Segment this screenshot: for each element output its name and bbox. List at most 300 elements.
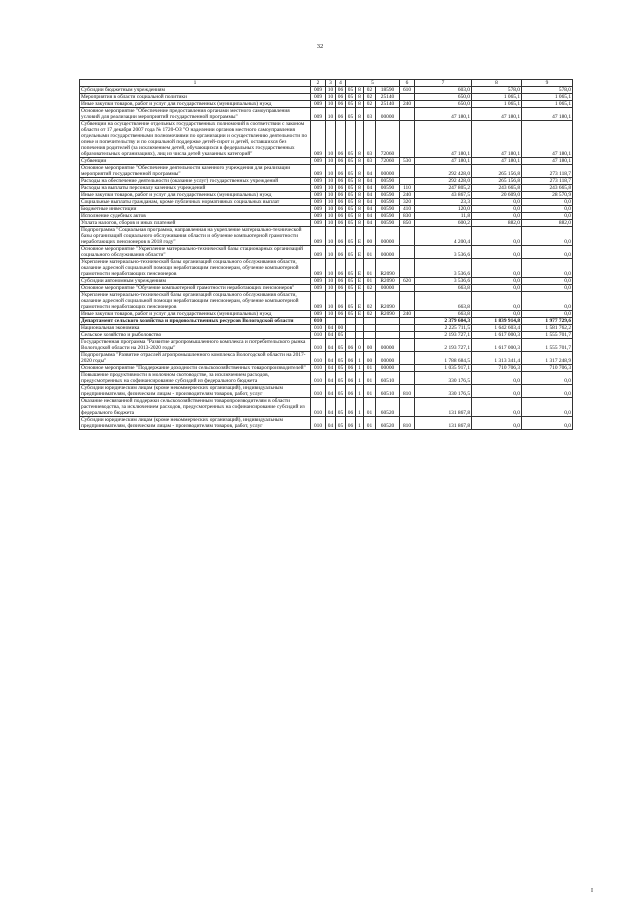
cell-name: Основное мероприятие "Обеспечение деятельности казенного учреждения для реализации мероприятий государственной программы" bbox=[80, 165, 311, 178]
cell-c3: 10 bbox=[326, 108, 336, 121]
cell-v8: 47 180,1 bbox=[472, 121, 522, 158]
cell-c2: 009 bbox=[311, 278, 326, 285]
cell-v8: 0,0 bbox=[472, 385, 522, 398]
cell-v7: 663,8 bbox=[415, 311, 472, 318]
cell-v8: 0,0 bbox=[472, 278, 522, 285]
cell-v7: 292 428,0 bbox=[415, 178, 472, 185]
cell-v8: 0,0 bbox=[472, 246, 522, 259]
cell-c5d: 00000 bbox=[376, 227, 400, 246]
cell-v7: 131 867,8 bbox=[415, 417, 472, 430]
cell-c5a: 05 bbox=[346, 185, 356, 192]
cell-c5c: 01 bbox=[364, 278, 376, 285]
cell-c5a: 05 bbox=[346, 206, 356, 213]
cell-v7: 47 180,1 bbox=[415, 108, 472, 121]
cell-c4: 00 bbox=[336, 325, 346, 332]
cell-name: Департамент сельского хозяйства и продовольственных ресурсов Вологодской области bbox=[80, 318, 311, 325]
cell-c3: 10 bbox=[326, 206, 336, 213]
cell-c2: 009 bbox=[311, 101, 326, 108]
cell-c3: 04 bbox=[326, 417, 336, 430]
cell-c5c: 04 bbox=[364, 220, 376, 227]
cell-c2: 010 bbox=[311, 365, 326, 372]
cell-c5a: 05 bbox=[346, 285, 356, 292]
cell-c4: 06 bbox=[336, 87, 346, 94]
cell-c5c: 01 bbox=[364, 365, 376, 372]
table-row bbox=[80, 87, 573, 94]
cell-c2: 010 bbox=[311, 372, 326, 385]
cell-c4: 05 bbox=[336, 398, 346, 417]
cell-c4: 05 bbox=[336, 352, 346, 365]
cell-v7: 650,0 bbox=[415, 94, 472, 101]
table-row bbox=[80, 220, 573, 227]
cell-c5b: 1 bbox=[356, 352, 364, 365]
cell-v7: 663,8 bbox=[415, 285, 472, 292]
cell-v7: 47 180,1 bbox=[415, 158, 472, 165]
cell-v9: 1 555 701,7 bbox=[522, 339, 573, 352]
cell-c5d: R2090 bbox=[376, 311, 400, 318]
cell-v9: 273 118,7 bbox=[522, 165, 573, 178]
cell-c4: 06 bbox=[336, 292, 346, 311]
cell-c5d: 25140 bbox=[376, 94, 400, 101]
cell-c2: 009 bbox=[311, 87, 326, 94]
cell-c5d: 00000 bbox=[376, 108, 400, 121]
cell-c5d: R2090 bbox=[376, 278, 400, 285]
cell-c3: 10 bbox=[326, 101, 336, 108]
cell-c5b: 8 bbox=[356, 199, 364, 206]
cell-c5c: 02 bbox=[364, 292, 376, 311]
cell-v7: 663,8 bbox=[415, 292, 472, 311]
cell-v7: 3 536,6 bbox=[415, 278, 472, 285]
cell-c2: 009 bbox=[311, 246, 326, 259]
header-row bbox=[80, 80, 573, 87]
table-row bbox=[80, 165, 573, 178]
cell-c3: 10 bbox=[326, 178, 336, 185]
cell-c4: 05 bbox=[336, 372, 346, 385]
cell-c5a bbox=[346, 325, 356, 332]
cell-c5b: 8 bbox=[356, 178, 364, 185]
cell-c5a: 06 bbox=[346, 398, 356, 417]
table-row bbox=[80, 206, 573, 213]
cell-v9: 1 065,1 bbox=[522, 101, 573, 108]
cell-c6 bbox=[400, 165, 415, 178]
cell-c2: 010 bbox=[311, 352, 326, 365]
cell-v9: 1 317 248,9 bbox=[522, 352, 573, 365]
cell-c6: 530 bbox=[400, 158, 415, 165]
cell-c5d bbox=[376, 318, 400, 325]
corner-mark: I bbox=[591, 888, 593, 894]
cell-c2: 010 bbox=[311, 398, 326, 417]
cell-v9: 0,0 bbox=[522, 385, 573, 398]
cell-v9: 882,0 bbox=[522, 220, 573, 227]
cell-c5c bbox=[364, 332, 376, 339]
cell-c5b: 8 bbox=[356, 87, 364, 94]
cell-name: Повышение продуктивности в молочном скотоводстве, за исключением расходов, предусмотренных на софинансирование субсидий из федерального бюджета bbox=[80, 372, 311, 385]
cell-name: Основное мероприятие "Укрепление материально-технической базы стационарных организаций социального обслуживания области" bbox=[80, 246, 311, 259]
table-row bbox=[80, 325, 573, 332]
cell-c5a: 05 bbox=[346, 220, 356, 227]
cell-c5d: 18590 bbox=[376, 87, 400, 94]
cell-c3: 10 bbox=[326, 220, 336, 227]
cell-name: Субвенции bbox=[80, 158, 311, 165]
cell-c2: 009 bbox=[311, 227, 326, 246]
cell-name: Иные закупки товаров, работ и услуг для государственных (муниципальных) нужд bbox=[80, 311, 311, 318]
cell-c2: 009 bbox=[311, 285, 326, 292]
cell-c2: 009 bbox=[311, 311, 326, 318]
cell-name: Укрепление материально-технической базы организаций социального обслуживания области, оказание адресной социальной помощи неработающим пенсионерам, обучение компьютерной грамотности неработающих пенсионеров bbox=[80, 259, 311, 278]
cell-v8: 1 313 341,4 bbox=[472, 352, 522, 365]
cell-c3: 10 bbox=[326, 185, 336, 192]
cell-c5a: 05 bbox=[346, 87, 356, 94]
table-row bbox=[80, 372, 573, 385]
cell-c4: 06 bbox=[336, 192, 346, 199]
header-cell: 7 bbox=[415, 80, 472, 87]
table-row bbox=[80, 365, 573, 372]
cell-v9: 243 665,8 bbox=[522, 185, 573, 192]
cell-v8: 0,0 bbox=[472, 398, 522, 417]
cell-c5d: 00000 bbox=[376, 352, 400, 365]
cell-v7: 47 180,1 bbox=[415, 121, 472, 158]
cell-c2: 009 bbox=[311, 121, 326, 158]
cell-c4: 06 bbox=[336, 278, 346, 285]
cell-c5a: 06 bbox=[346, 385, 356, 398]
cell-name: Оказание несвязанной поддержки сельскохозяйственным товаропроизводителям в области растениеводства, за исключением расходов, предусмотренных на софинансирование субсидий из федерального бюджета bbox=[80, 398, 311, 417]
cell-c5d: 72060 bbox=[376, 158, 400, 165]
cell-c5d: 00590 bbox=[376, 206, 400, 213]
cell-c4: 05 bbox=[336, 417, 346, 430]
cell-c4: 06 bbox=[336, 101, 346, 108]
cell-c5a: 05 bbox=[346, 311, 356, 318]
cell-c5b bbox=[356, 318, 364, 325]
cell-c5b: E bbox=[356, 246, 364, 259]
cell-c5b: 1 bbox=[356, 385, 364, 398]
cell-c3: 10 bbox=[326, 94, 336, 101]
cell-c5d bbox=[376, 325, 400, 332]
cell-c4: 06 bbox=[336, 178, 346, 185]
cell-c6: 810 bbox=[400, 417, 415, 430]
cell-c6 bbox=[400, 121, 415, 158]
cell-v9: 1 581 762,2 bbox=[522, 325, 573, 332]
cell-c6: 240 bbox=[400, 311, 415, 318]
cell-name: Субсидии автономным учреждениям bbox=[80, 278, 311, 285]
cell-c3: 10 bbox=[326, 311, 336, 318]
cell-name: Основное мероприятие "Обеспечение предоставления органами местного самоуправления условий для реализации мероприятий государственной программы" bbox=[80, 108, 311, 121]
cell-c3: 04 bbox=[326, 325, 336, 332]
header-cell: 6 bbox=[400, 80, 415, 87]
cell-c5a: 05 bbox=[346, 227, 356, 246]
cell-c6: 240 bbox=[400, 101, 415, 108]
cell-c5a: 05 bbox=[346, 94, 356, 101]
cell-c5b: 8 bbox=[356, 108, 364, 121]
cell-c5c: 02 bbox=[364, 311, 376, 318]
cell-v8: 0,0 bbox=[472, 285, 522, 292]
cell-c6 bbox=[400, 285, 415, 292]
cell-c5d: 00000 bbox=[376, 285, 400, 292]
cell-v8: 1 065,1 bbox=[472, 101, 522, 108]
cell-v7: 3 536,6 bbox=[415, 246, 472, 259]
cell-v7: 247 805,2 bbox=[415, 185, 472, 192]
cell-v9: 0,0 bbox=[522, 311, 573, 318]
cell-c5c: 02 bbox=[364, 101, 376, 108]
cell-v9: 0,0 bbox=[522, 372, 573, 385]
cell-c6 bbox=[400, 332, 415, 339]
cell-c4 bbox=[336, 318, 346, 325]
cell-c3: 10 bbox=[326, 165, 336, 178]
cell-c5a bbox=[346, 332, 356, 339]
cell-v7: 3 536,6 bbox=[415, 259, 472, 278]
cell-c6: 810 bbox=[400, 385, 415, 398]
cell-c5a: 05 bbox=[346, 178, 356, 185]
cell-v9: 47 180,1 bbox=[522, 158, 573, 165]
cell-c3: 10 bbox=[326, 285, 336, 292]
cell-c2: 009 bbox=[311, 206, 326, 213]
cell-v7: 292 428,0 bbox=[415, 165, 472, 178]
cell-c5c bbox=[364, 318, 376, 325]
cell-v8: 578,0 bbox=[472, 87, 522, 94]
cell-c5d: 00000 bbox=[376, 165, 400, 178]
cell-c5c: 04 bbox=[364, 178, 376, 185]
table-row bbox=[80, 332, 573, 339]
cell-c3: 10 bbox=[326, 158, 336, 165]
cell-c5d: 00000 bbox=[376, 339, 400, 352]
table-row bbox=[80, 213, 573, 220]
cell-name: Бюджетные инвестиции bbox=[80, 206, 311, 213]
cell-c5a: 05 bbox=[346, 192, 356, 199]
cell-c2: 009 bbox=[311, 185, 326, 192]
cell-c2: 009 bbox=[311, 108, 326, 121]
cell-v7: 131 867,8 bbox=[415, 398, 472, 417]
cell-c5a: 05 bbox=[346, 121, 356, 158]
cell-c6: 850 bbox=[400, 220, 415, 227]
cell-c5b: 0 bbox=[356, 339, 364, 352]
cell-c3: 04 bbox=[326, 339, 336, 352]
cell-c6 bbox=[400, 108, 415, 121]
header-cell: 4 bbox=[336, 80, 346, 87]
cell-c6: 110 bbox=[400, 185, 415, 192]
cell-c5d: 00590 bbox=[376, 185, 400, 192]
table-row bbox=[80, 199, 573, 206]
cell-v8: 0,0 bbox=[472, 213, 522, 220]
cell-v7: 4 200,4 bbox=[415, 227, 472, 246]
cell-v7: 2 225 711,5 bbox=[415, 325, 472, 332]
cell-c3: 10 bbox=[326, 278, 336, 285]
cell-v8: 0,0 bbox=[472, 417, 522, 430]
cell-c5a: 06 bbox=[346, 339, 356, 352]
cell-c6: 830 bbox=[400, 213, 415, 220]
cell-c5b: 8 bbox=[356, 94, 364, 101]
table-row bbox=[80, 352, 573, 365]
cell-v8: 20 609,0 bbox=[472, 192, 522, 199]
table-row bbox=[80, 94, 573, 101]
cell-c5a: 05 bbox=[346, 259, 356, 278]
cell-c3: 10 bbox=[326, 121, 336, 158]
cell-name: Субсидии юридическим лицам (кроме некоммерческих организаций), индивидуальным предпринимателям, физическим лицам - производителям товаров, работ, услуг bbox=[80, 385, 311, 398]
cell-c5c: 01 bbox=[364, 259, 376, 278]
cell-v7: 11,8 bbox=[415, 213, 472, 220]
cell-v8: 0,0 bbox=[472, 206, 522, 213]
cell-name: Исполнение судебных актов bbox=[80, 213, 311, 220]
cell-v8: 265 156,8 bbox=[472, 165, 522, 178]
cell-c5d: R2090 bbox=[376, 259, 400, 278]
cell-c5d: 00590 bbox=[376, 220, 400, 227]
cell-c4: 06 bbox=[336, 227, 346, 246]
cell-c3: 10 bbox=[326, 213, 336, 220]
cell-name: Иные закупки товаров, работ и услуг для государственных (муниципальных) нужд bbox=[80, 192, 311, 199]
cell-c5a: 06 bbox=[346, 417, 356, 430]
cell-c5c: 01 bbox=[364, 417, 376, 430]
cell-c5b: 8 bbox=[356, 121, 364, 158]
cell-c5a: 05 bbox=[346, 246, 356, 259]
cell-c4: 06 bbox=[336, 121, 346, 158]
cell-name: Государственная программа "Развитие агропромышленного комплекса и потребительского рынка Вологодской области на 2013-2020 годы" bbox=[80, 339, 311, 352]
cell-name: Уплата налогов, сборов и иных платежей bbox=[80, 220, 311, 227]
budget-table bbox=[79, 79, 573, 430]
cell-c5c: 01 bbox=[364, 246, 376, 259]
cell-v8: 265 156,8 bbox=[472, 178, 522, 185]
cell-v9: 273 118,7 bbox=[522, 178, 573, 185]
cell-c5d: R2090 bbox=[376, 292, 400, 311]
cell-v7: 2 379 604,3 bbox=[415, 318, 472, 325]
header-cell: 2 bbox=[311, 80, 326, 87]
cell-c5c: 02 bbox=[364, 87, 376, 94]
cell-v9: 0,0 bbox=[522, 259, 573, 278]
page-number: 32 bbox=[316, 43, 324, 50]
cell-c2: 009 bbox=[311, 213, 326, 220]
cell-name: Социальные выплаты гражданам, кроме публичных нормативных социальных выплат bbox=[80, 199, 311, 206]
cell-v7: 650,0 bbox=[415, 101, 472, 108]
cell-c3: 10 bbox=[326, 199, 336, 206]
cell-c3: 04 bbox=[326, 332, 336, 339]
cell-c6 bbox=[400, 325, 415, 332]
cell-c5b: 8 bbox=[356, 206, 364, 213]
cell-c2: 010 bbox=[311, 325, 326, 332]
cell-c4: 06 bbox=[336, 259, 346, 278]
cell-v9: 1 977 729,6 bbox=[522, 318, 573, 325]
cell-c2: 009 bbox=[311, 94, 326, 101]
cell-c3: 10 bbox=[326, 259, 336, 278]
cell-c4: 06 bbox=[336, 199, 346, 206]
cell-c2: 009 bbox=[311, 178, 326, 185]
cell-v8: 1 642 603,4 bbox=[472, 325, 522, 332]
cell-c5c bbox=[364, 325, 376, 332]
cell-v8: 0,0 bbox=[472, 199, 522, 206]
cell-c2: 010 bbox=[311, 417, 326, 430]
cell-c5c: 02 bbox=[364, 94, 376, 101]
table-row bbox=[80, 318, 573, 325]
cell-c6 bbox=[400, 318, 415, 325]
cell-c5c: 01 bbox=[364, 372, 376, 385]
cell-c3 bbox=[326, 318, 336, 325]
cell-c5a: 05 bbox=[346, 278, 356, 285]
cell-v9: 0,0 bbox=[522, 278, 573, 285]
cell-c5b: 8 bbox=[356, 158, 364, 165]
table-row bbox=[80, 158, 573, 165]
cell-c5c: 03 bbox=[364, 121, 376, 158]
cell-c4: 06 bbox=[336, 220, 346, 227]
cell-v7: 603,0 bbox=[415, 87, 472, 94]
cell-c6 bbox=[400, 94, 415, 101]
cell-c4: 06 bbox=[336, 185, 346, 192]
table-row bbox=[80, 311, 573, 318]
cell-v8: 1 839 914,8 bbox=[472, 318, 522, 325]
cell-c5c: 03 bbox=[364, 158, 376, 165]
cell-v9: 578,0 bbox=[522, 87, 573, 94]
table-row bbox=[80, 185, 573, 192]
cell-c5d: 60520 bbox=[376, 398, 400, 417]
cell-c3: 04 bbox=[326, 352, 336, 365]
cell-v7: 120,0 bbox=[415, 206, 472, 213]
cell-v9: 0,0 bbox=[522, 199, 573, 206]
cell-c5b: 8 bbox=[356, 185, 364, 192]
cell-c5b: E bbox=[356, 311, 364, 318]
cell-name: Субсидии бюджетным учреждениям bbox=[80, 87, 311, 94]
cell-name: Иные закупки товаров, работ и услуг для государственных (муниципальных) нужд bbox=[80, 101, 311, 108]
cell-v7: 330 176,5 bbox=[415, 372, 472, 385]
cell-c6 bbox=[400, 339, 415, 352]
cell-c5c: 00 bbox=[364, 227, 376, 246]
cell-c6 bbox=[400, 178, 415, 185]
cell-c6: 320 bbox=[400, 199, 415, 206]
cell-v8: 1 617 000,3 bbox=[472, 332, 522, 339]
table-row bbox=[80, 285, 573, 292]
cell-v9: 0,0 bbox=[522, 292, 573, 311]
cell-v9: 0,0 bbox=[522, 246, 573, 259]
cell-c2: 010 bbox=[311, 339, 326, 352]
cell-c4: 05 bbox=[336, 339, 346, 352]
cell-c5b: 8 bbox=[356, 101, 364, 108]
table-row bbox=[80, 398, 573, 417]
cell-c5a: 06 bbox=[346, 365, 356, 372]
cell-c4: 06 bbox=[336, 206, 346, 213]
cell-name: Расходы на выплаты персоналу казенных учреждений bbox=[80, 185, 311, 192]
cell-c4: 06 bbox=[336, 311, 346, 318]
table-row bbox=[80, 192, 573, 199]
cell-v7: 600,2 bbox=[415, 220, 472, 227]
cell-c4: 06 bbox=[336, 213, 346, 220]
cell-c5c: 02 bbox=[364, 285, 376, 292]
cell-v9: 28 570,9 bbox=[522, 192, 573, 199]
table-row bbox=[80, 278, 573, 285]
table-row bbox=[80, 108, 573, 121]
cell-c2: 009 bbox=[311, 259, 326, 278]
cell-c5a: 05 bbox=[346, 158, 356, 165]
cell-name: Подпрограмма "Развитие отраслей агропромышленного комплекса Вологодской области на 2017-2020 годы" bbox=[80, 352, 311, 365]
cell-c3: 10 bbox=[326, 87, 336, 94]
cell-v9: 47 180,1 bbox=[522, 121, 573, 158]
table-row bbox=[80, 417, 573, 430]
header-cell: 3 bbox=[326, 80, 336, 87]
cell-c5b: E bbox=[356, 278, 364, 285]
table-row bbox=[80, 292, 573, 311]
cell-c5d: 00590 bbox=[376, 213, 400, 220]
cell-c5d: 60510 bbox=[376, 372, 400, 385]
cell-c5b: E bbox=[356, 227, 364, 246]
cell-c5d: 00590 bbox=[376, 178, 400, 185]
cell-c2: 010 bbox=[311, 385, 326, 398]
cell-v9: 1 065,1 bbox=[522, 94, 573, 101]
table-row bbox=[80, 259, 573, 278]
cell-c4: 06 bbox=[336, 108, 346, 121]
header-cell: 1 bbox=[80, 80, 311, 87]
cell-c2: 009 bbox=[311, 220, 326, 227]
cell-v9: 710 706,3 bbox=[522, 365, 573, 372]
cell-v8: 47 180,1 bbox=[472, 158, 522, 165]
cell-c3: 10 bbox=[326, 292, 336, 311]
cell-c6: 620 bbox=[400, 278, 415, 285]
cell-c5d: 60510 bbox=[376, 385, 400, 398]
cell-c5d: 25140 bbox=[376, 101, 400, 108]
cell-c6 bbox=[400, 352, 415, 365]
cell-c5c: 04 bbox=[364, 192, 376, 199]
cell-name: Мероприятия в области социальной политики bbox=[80, 94, 311, 101]
